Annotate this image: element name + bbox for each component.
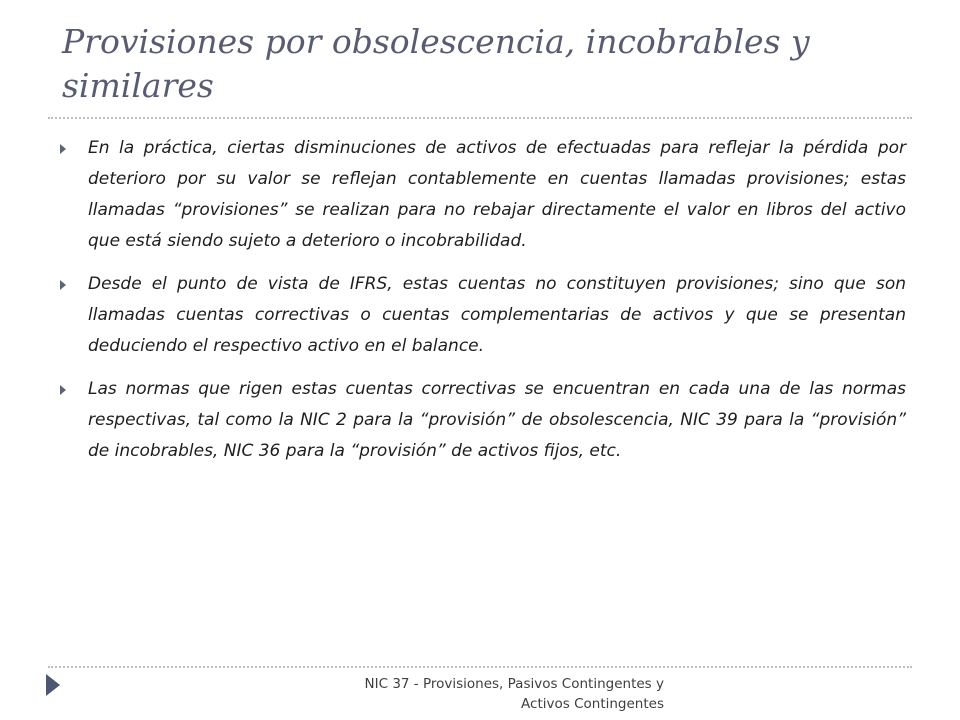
slide-title: Provisiones por obsolescencia, incobrables y similares: [62, 22, 810, 105]
footer-line-2: Activos Contingentes: [521, 696, 664, 712]
triangle-bullet-icon: [60, 144, 66, 154]
triangle-bullet-icon: [60, 280, 66, 290]
bullet-item-1: [58, 133, 906, 257]
bullet-item-2: [58, 269, 906, 362]
footer-caption: [260, 674, 664, 714]
triangle-bullet-icon: [60, 385, 66, 395]
title-divider: [48, 117, 912, 119]
footer-line-1: NIC 37 - Provisiones, Pasivos Contingentes y: [364, 676, 664, 692]
footer-arrow-icon: [46, 674, 60, 696]
bullet-text-3: Las normas que rigen estas cuentas correctivas se encuentran en cada una de las normas respectivas, tal como la NIC 2 para la “provisión” de obsolescencia, NIC 39 para la “provisión” de incobrables, NIC 36 para la “provisión” de activos fijos, etc.: [88, 379, 906, 461]
bullet-text-1: En la práctica, ciertas disminuciones de activos de efectuadas para reflejar la pérdida por deterioro por su valor se reflejan contablemente en cuentas llamadas provisiones; estas llamadas “provisiones” se realizan para no rebajar directamente el valor en libros del activo que está siendo sujeto a deterioro o incobrabilidad.: [88, 138, 906, 251]
footer-divider: [48, 666, 912, 668]
bullet-text-2: Desde el punto de vista de IFRS, estas cuentas no constituyen provisiones; sino que son llamadas cuentas correctivas o cuentas complementarias de activos y que se presentan deduciendo el respectivo activo en el balance.: [88, 274, 906, 356]
bullet-list: [58, 133, 906, 479]
bullet-item-3: [58, 374, 906, 467]
